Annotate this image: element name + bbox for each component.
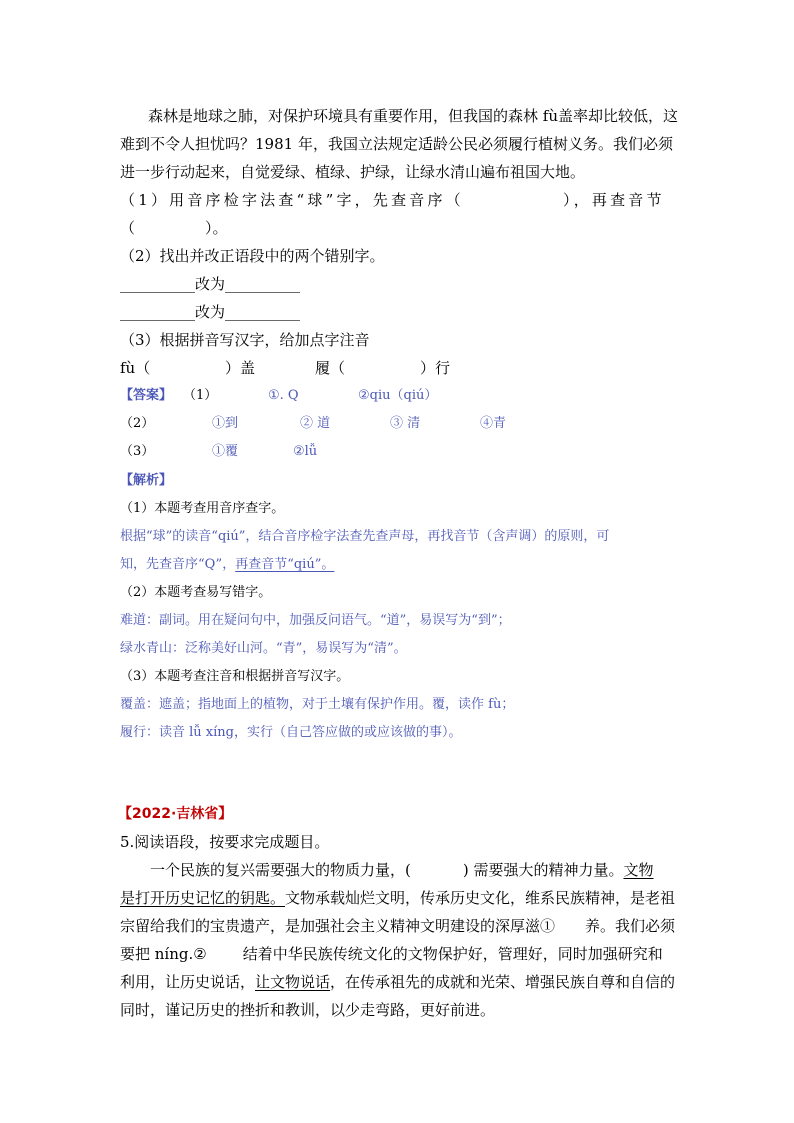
section2-p4 — [120, 947, 663, 962]
q2-row2 — [120, 305, 300, 320]
answer-r2-a: ①到 — [212, 416, 239, 431]
q3-title: （3）根据拼音写汉字，给加点字注音 — [120, 331, 370, 349]
q3-lv: 履（ — [315, 359, 346, 377]
q1-text-b: ），再查音节 — [563, 191, 665, 209]
analysis-line: 绿水青山：泛称美好山河。“青”，易误写为“清”。 — [120, 641, 407, 656]
q2-blank[interactable]: __________ — [225, 303, 301, 321]
section2-p6: 同时，谨记历史的挫折和教训，以少走弯路，更好前进。 — [120, 1001, 496, 1019]
section2-text-underlined: 让文物说话 — [255, 973, 331, 991]
answer-r1-a: ①. Q — [268, 388, 299, 403]
q1-text-a: （1）用音序检字法查“球”字，先查音序（ — [120, 191, 464, 209]
q2-change-label: 改为 — [195, 303, 226, 321]
q2-blank[interactable]: __________ — [225, 275, 301, 293]
answer-r3-b: ②lǚ — [293, 444, 318, 459]
answer-r1-num: （1） — [183, 388, 218, 403]
section2-text-underlined: 是打开历史记忆的钥匙。 — [120, 889, 286, 907]
q3-close-gai: ）盖 — [225, 359, 256, 377]
analysis-line: 根据“球”的读音“qiú”，结合音序检字法查先查声母，再找音节（含声调）的原则，可 — [120, 529, 610, 544]
analysis-label: 【解析】 — [120, 473, 173, 488]
q2-row1 — [120, 277, 300, 292]
answer-label: 【答案】 — [120, 388, 173, 403]
section2-text-underlined: 文物 — [623, 861, 654, 879]
answer-r2-c: ③ 清 — [390, 416, 421, 431]
section2-header: 【2022·吉林省】 — [118, 806, 233, 822]
section2-text: 利用，让历史说话， — [120, 973, 256, 991]
analysis-line: 难道：副词。用在疑问句中，加强反问语气。“道”，易误写为“到”； — [120, 613, 511, 628]
analysis-line: （3）本题考查注音和根据拼音写汉字。 — [120, 669, 350, 684]
answer-r3-a: ①覆 — [212, 444, 239, 459]
analysis-line — [120, 558, 334, 571]
answer-r3-num: （3） — [120, 444, 155, 459]
section2-p3 — [120, 919, 675, 934]
q1-text-c: （ — [120, 219, 136, 237]
section2-text: ) 需要强大的精神力量。 — [462, 861, 624, 879]
q3-close-xing: ）行 — [420, 359, 451, 377]
q3-pinyin-fu: fù（ — [120, 359, 151, 377]
q2-blank[interactable]: __________ — [120, 303, 195, 321]
section2-text: 一个民族的复兴需要强大的物质力量，( — [150, 861, 411, 879]
passage1-line3: 进一步行动起来，自觉爱绿、植绿、护绿，让绿水清山遍布祖国大地。 — [120, 163, 586, 181]
passage1-line2: 难到不令人担忧吗？1981 年，我国立法规定适龄公民必须履行植树义务。我们必须 — [120, 135, 673, 153]
section2-text: 养。我们必须 — [585, 917, 676, 935]
section2-p5 — [120, 975, 675, 990]
section2-text: ，在传承祖先的成就和光荣、增强民族自尊和自信的 — [330, 973, 676, 991]
section2-p1 — [150, 863, 654, 878]
q2-title: （2）找出并改正语段中的两个错别字。 — [120, 247, 385, 265]
analysis-line: 覆盖：遮盖；指地面上的植物，对于土壤有保护作用。覆，读作 fù； — [120, 697, 515, 712]
analysis-line: （2）本题考查易写错字。 — [120, 585, 272, 600]
q1-text-d: ）。 — [205, 219, 228, 237]
section2-text: 要把 níng.② — [120, 945, 207, 963]
q2-blank[interactable]: __________ — [120, 275, 195, 293]
section2-text: 结着中华民族传统文化的文物保护好，管理好，同时加强研究和 — [242, 945, 663, 963]
answer-r2-d: ④青 — [480, 416, 507, 431]
answer-r1-b: ②qiu（qiú） — [358, 388, 438, 403]
analysis-text: 知，先查音序“Q”， — [120, 557, 236, 572]
answer-r2-b: ② 道 — [300, 416, 331, 431]
analysis-text-underlined: 再查音节“qiú”。 — [235, 557, 335, 572]
q2-change-label: 改为 — [195, 275, 226, 293]
analysis-line: （1）本题考查用音序查字。 — [120, 501, 285, 516]
section2-question: 5.阅读语段，按要求完成题目。 — [120, 833, 330, 851]
section2-text: 宗留给我们的宝贵遗产，是加强社会主义精神文明建设的深厚滋① — [120, 917, 556, 935]
analysis-line: 履行：读音 lǚ xíng，实行（自己答应做的或应该做的事）。 — [120, 725, 462, 740]
passage1-line1: 森林是地球之肺，对保护环境具有重要作用，但我国的森林 fù盖率却比较低，这 — [148, 107, 678, 125]
section2-text: 文物承载灿烂文明，传承历史文化，维系民族精神，是老祖 — [285, 889, 676, 907]
answer-r2-num: （2） — [120, 416, 155, 431]
section2-p2 — [120, 891, 675, 906]
